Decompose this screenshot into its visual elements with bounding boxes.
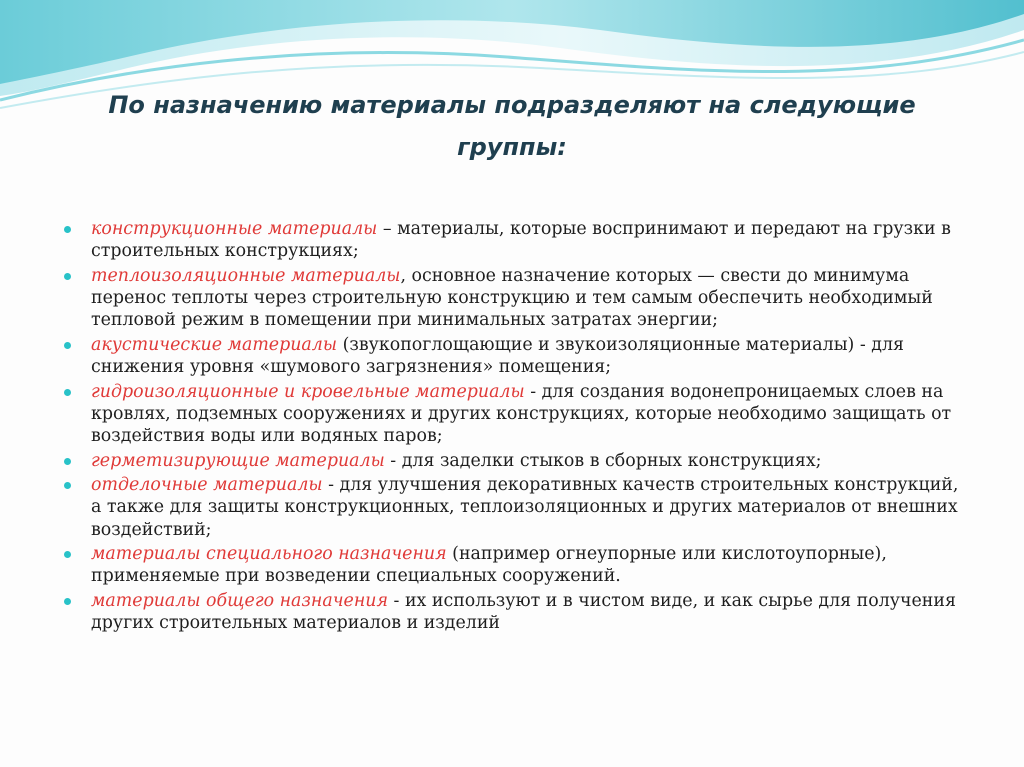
term-description: (звукопоглощающие и звукоизоляционные материалы) - для снижения уровня «шумового загрязнения» помещения; xyxy=(91,334,905,377)
term-label: теплоизоляционные материалы xyxy=(91,265,401,286)
bullet-dot-icon xyxy=(64,226,71,233)
term-label: конструкционные материалы xyxy=(91,219,378,239)
term-label: гидроизоляционные и кровельные материалы xyxy=(91,381,525,402)
bullet-dot-icon xyxy=(64,482,71,489)
term-description: - для улучшения декоративных качеств строительных конструкций, а также для защиты конструкционных, теплоизоляционных и других материалов от внешних воздействий; xyxy=(91,475,959,540)
list-item-waterproofing-roofing xyxy=(64,381,964,448)
term-description: , основное назначение которых — свести до минимума перенос теплоты через строительную конструкцию и тем самым обеспечить необходимый тепловой режим в помещении при минимальных затратах энергии; xyxy=(91,265,933,331)
bullet-dot-icon xyxy=(64,342,71,349)
bullet-dot-icon xyxy=(64,598,71,605)
list-item-thermal-insulation xyxy=(64,265,964,332)
term-label: материалы специального назначения xyxy=(91,544,447,565)
bullet-dot-icon xyxy=(64,458,71,465)
term-label: материалы общего назначения xyxy=(91,590,389,611)
materials-list xyxy=(64,218,964,637)
bullet-dot-icon xyxy=(64,551,71,558)
term-label: герметизирующие материалы xyxy=(91,450,385,471)
bullet-dot-icon xyxy=(64,273,71,280)
term-description: - их используют и в чистом виде, и как сырье для получения других строительных материалов и изделий xyxy=(91,590,956,634)
slide-title: По назначению материалы подразделяют на следующие группы: xyxy=(108,91,916,161)
term-description: (например огнеупорные или кислотоупорные), применяемые при возведении специальных сооружений. xyxy=(91,544,887,587)
list-item-finishing xyxy=(64,474,964,541)
term-label: акустические материалы xyxy=(91,334,338,355)
term-label: отделочные материалы xyxy=(91,475,323,496)
list-item-general-purpose xyxy=(64,590,964,634)
list-item-sealing xyxy=(64,450,964,472)
bullet-dot-icon xyxy=(64,389,71,396)
list-item-special-purpose xyxy=(64,543,964,587)
term-description: – материалы, которые воспринимают и передают на грузки в строительных конструкциях; xyxy=(91,219,951,262)
list-item-acoustic xyxy=(64,334,964,378)
term-description: - для создания водонепроницаемых слоев на кровлях, подземных сооружениях и других конструкциях, которые необходимо защищать от воздействия воды или водяных паров; xyxy=(91,381,952,446)
term-description: - для заделки стыков в сборных конструкциях; xyxy=(384,450,822,471)
list-item-structural xyxy=(64,218,964,262)
